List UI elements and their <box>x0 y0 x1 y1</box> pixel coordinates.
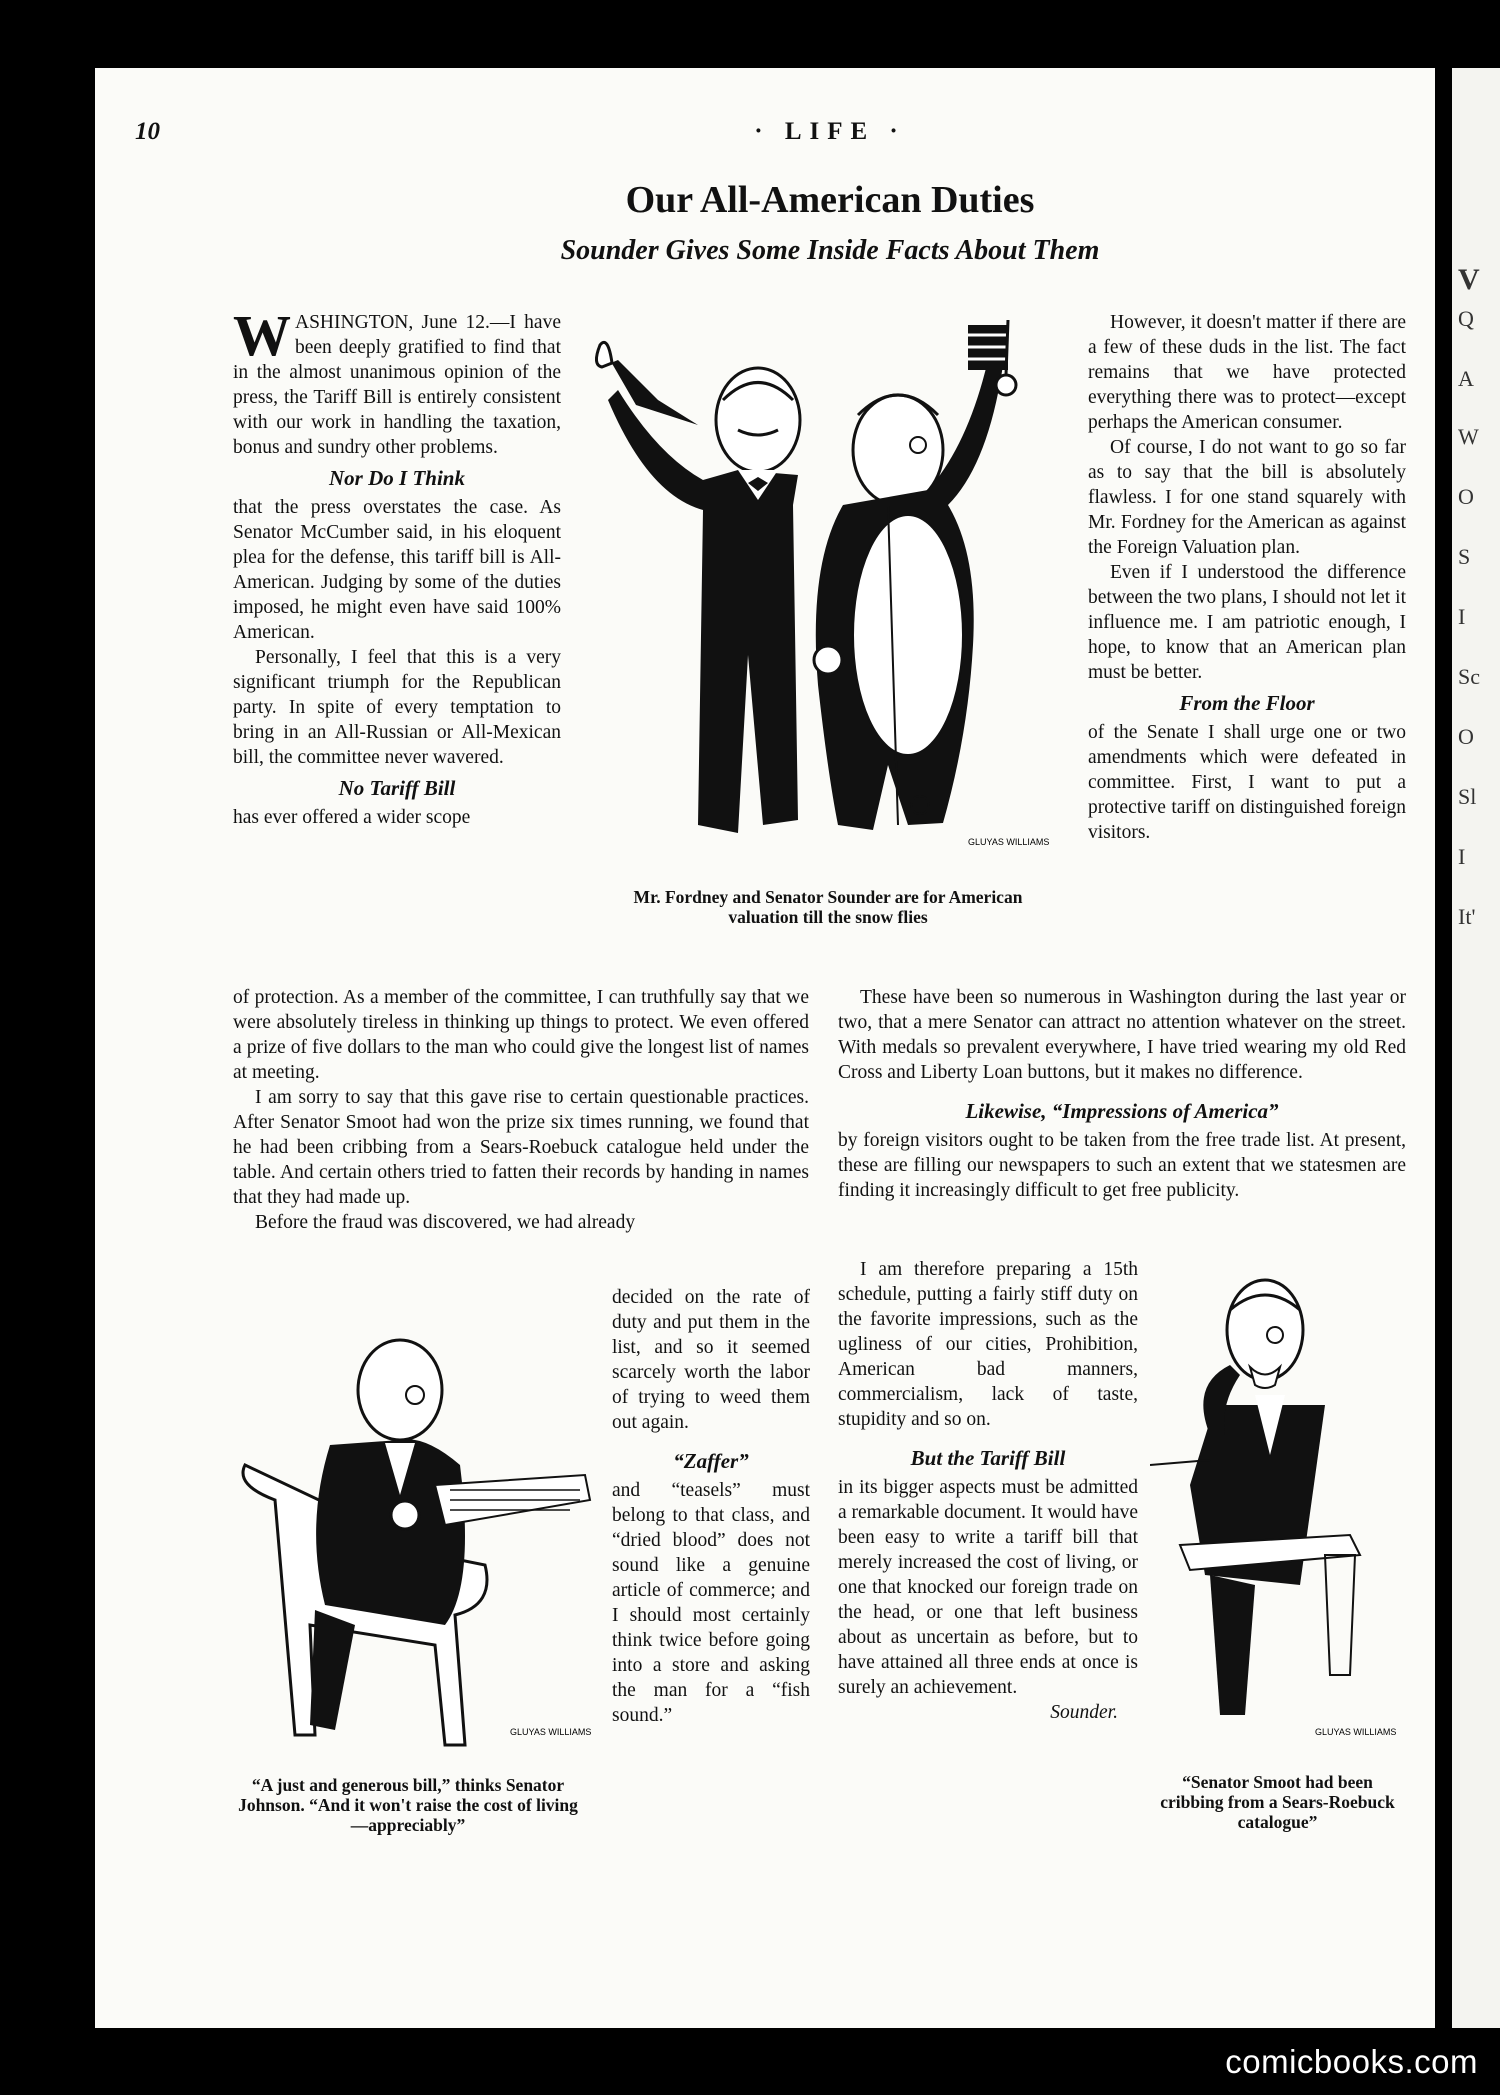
column-center-bottom <box>612 1285 810 1728</box>
fragment-letter: A <box>1458 366 1474 391</box>
fragment-letter: S <box>1458 544 1471 569</box>
paragraph: in its bigger aspects must be admitted a remarkable document. It would have been easy to write a tariff bill that merely increased the cost of living, or one that knocked our foreign trade on the head, or one that left business about as uncertain as before, but to have attained all three ends at once is surely an achievement. <box>838 1477 1138 1698</box>
article-title: Our All-American Duties <box>625 179 1035 221</box>
section-heading: No Tariff Bill <box>338 776 456 800</box>
senator-smoot-illustration <box>1150 1255 1410 1755</box>
artist-signature: GLUYAS WILLIAMS <box>968 837 1050 847</box>
caption-left: “A just and generous bill,” thinks Senator Johnson. “And it won't raise the cost of living—appreciably” <box>238 1775 578 1835</box>
fragment-letter: I <box>1458 604 1466 629</box>
page-number: 10 <box>135 118 160 145</box>
fragment-letter: Sl <box>1458 784 1477 809</box>
fragment-letter: W <box>1458 424 1479 449</box>
caption-top: Mr. Fordney and Senator Sounder are for American valuation till the snow flies <box>633 887 1023 927</box>
fragment-letter: Sc <box>1458 664 1480 689</box>
column-right-top <box>1088 310 1406 845</box>
running-head: · LIFE · <box>754 118 906 145</box>
artist-signature: GLUYAS WILLIAMS <box>1315 1727 1397 1737</box>
column-right-bottom <box>838 1257 1138 1725</box>
paragraph: and “teasels” must belong to that class, and “dried blood” does not sound like a genuine article of commerce; and I should most certainly think twice before going into a store and asking the man for a “fish sound.” <box>612 1480 810 1726</box>
paragraph: decided on the rate of duty and put them in the list, and so it seemed scarcely worth the labor of trying to weed them out again. <box>612 1287 810 1433</box>
section-heading: From the Floor <box>1179 691 1315 715</box>
section-heading: Nor Do I Think <box>329 466 465 490</box>
paragraph: Before the fraud was discovered, we had already <box>255 1212 636 1233</box>
senator-johnson-illustration <box>235 1325 595 1765</box>
paragraph: However, it doesn't matter if there are a few of these duds in the list. The fact remains that we have protected everything there was to protect—except perhaps the American consumer. <box>1088 312 1406 433</box>
paragraph: by foreign visitors ought to be taken from the free trade list. At present, these are filling our newspapers to such an extent that we statesmen are finding it increasingly difficult to get free publicity. <box>838 1130 1406 1201</box>
paragraph: of protection. As a member of the committee, I can truthfully say that we were absolutely tireless in thinking up things to protect. We even offered a prize of five dollars to the man who could give the longest list of names at meeting. <box>233 987 809 1083</box>
article-subtitle: Sounder Gives Some Inside Facts About Them <box>560 235 1100 266</box>
watermark: comicbooks.com <box>1225 2043 1478 2080</box>
paragraph: of the Senate I shall urge one or two amendments which were defeated in committee. First, I want to put a protective tariff on distinguished foreign visitors. <box>1088 722 1406 843</box>
fragment-letter: I <box>1458 844 1466 869</box>
paragraph: that the press overstates the case. As Senator McCumber said, in his eloquent plea for the defense, this tariff bill is All-American. Judging by some of the duties imposed, he might even have said 100% American. <box>233 497 561 643</box>
paragraph: WASHINGTON, June 12.—I have been deeply gratified to find that in the almost unanimous opinion of the press, the Tariff Bill is entirely consistent with our work in handling the taxation, bonus and sundry other problems. <box>233 303 561 458</box>
fragment-letter: O <box>1458 484 1474 509</box>
column-right-wide <box>838 985 1406 1203</box>
section-heading: Likewise, “Impressions of America” <box>965 1099 1279 1123</box>
section-heading: “Zaffer” <box>673 1449 749 1473</box>
fragment-letter: V <box>1458 263 1480 296</box>
paragraph: Personally, I feel that this is a very significant triumph for the Republican party. In spite of every temptation to bring in an All-Russian or All-Mexican bill, the committee never wavered. <box>233 647 561 768</box>
fordney-sounder-illustration <box>588 305 1068 870</box>
fragment-letter: Q <box>1458 306 1474 331</box>
paragraph: Of course, I do not want to go so far as to say that the bill is absolutely flawless. I for one stand squarely with Mr. Fordney for the American as against the Foreign Valuation plan. <box>1088 437 1406 558</box>
column-left-top <box>233 303 561 830</box>
fragment-letter: It' <box>1458 904 1476 929</box>
paragraph: I am therefore preparing a 15th schedule, putting a fairly stiff duty on the favorite impressions, such as the ugliness of our cities, Prohibition, American bad manners, commercialism, lack of taste, stupidity and so on. <box>838 1259 1138 1430</box>
facing-page-fragment <box>1452 68 1500 2028</box>
artist-signature: GLUYAS WILLIAMS <box>510 1727 592 1737</box>
column-left-wide <box>233 985 809 1235</box>
section-heading: But the Tariff Bill <box>910 1446 1066 1470</box>
drop-cap: W <box>233 303 291 368</box>
paragraph: I am sorry to say that this gave rise to certain questionable practices. After Senator Smoot had won the prize six times running, we found that he had been cribbing from a Sears-Roebuck catalogue held under the table. And certain others tried to fatten their records by handing in names that they had made up. <box>233 1087 809 1208</box>
fragment-letter: O <box>1458 724 1474 749</box>
paragraph: has ever offered a wider scope <box>233 807 471 828</box>
paragraph: These have been so numerous in Washington during the last year or two, that a mere Senator can attract no attention whatever on the street. With medals so prevalent everywhere, I have tried wearing my old Red Cross and Liberty Loan buttons, but it makes no difference. <box>838 987 1406 1083</box>
paragraph: Even if I understood the difference between the two plans, I should not let it influence me. I am patriotic enough, I hope, to know that an American plan must be better. <box>1088 562 1406 683</box>
caption-right: “Senator Smoot had been cribbing from a Sears-Roebuck catalogue” <box>1160 1772 1395 1832</box>
author-signature: Sounder. <box>1050 1702 1118 1723</box>
